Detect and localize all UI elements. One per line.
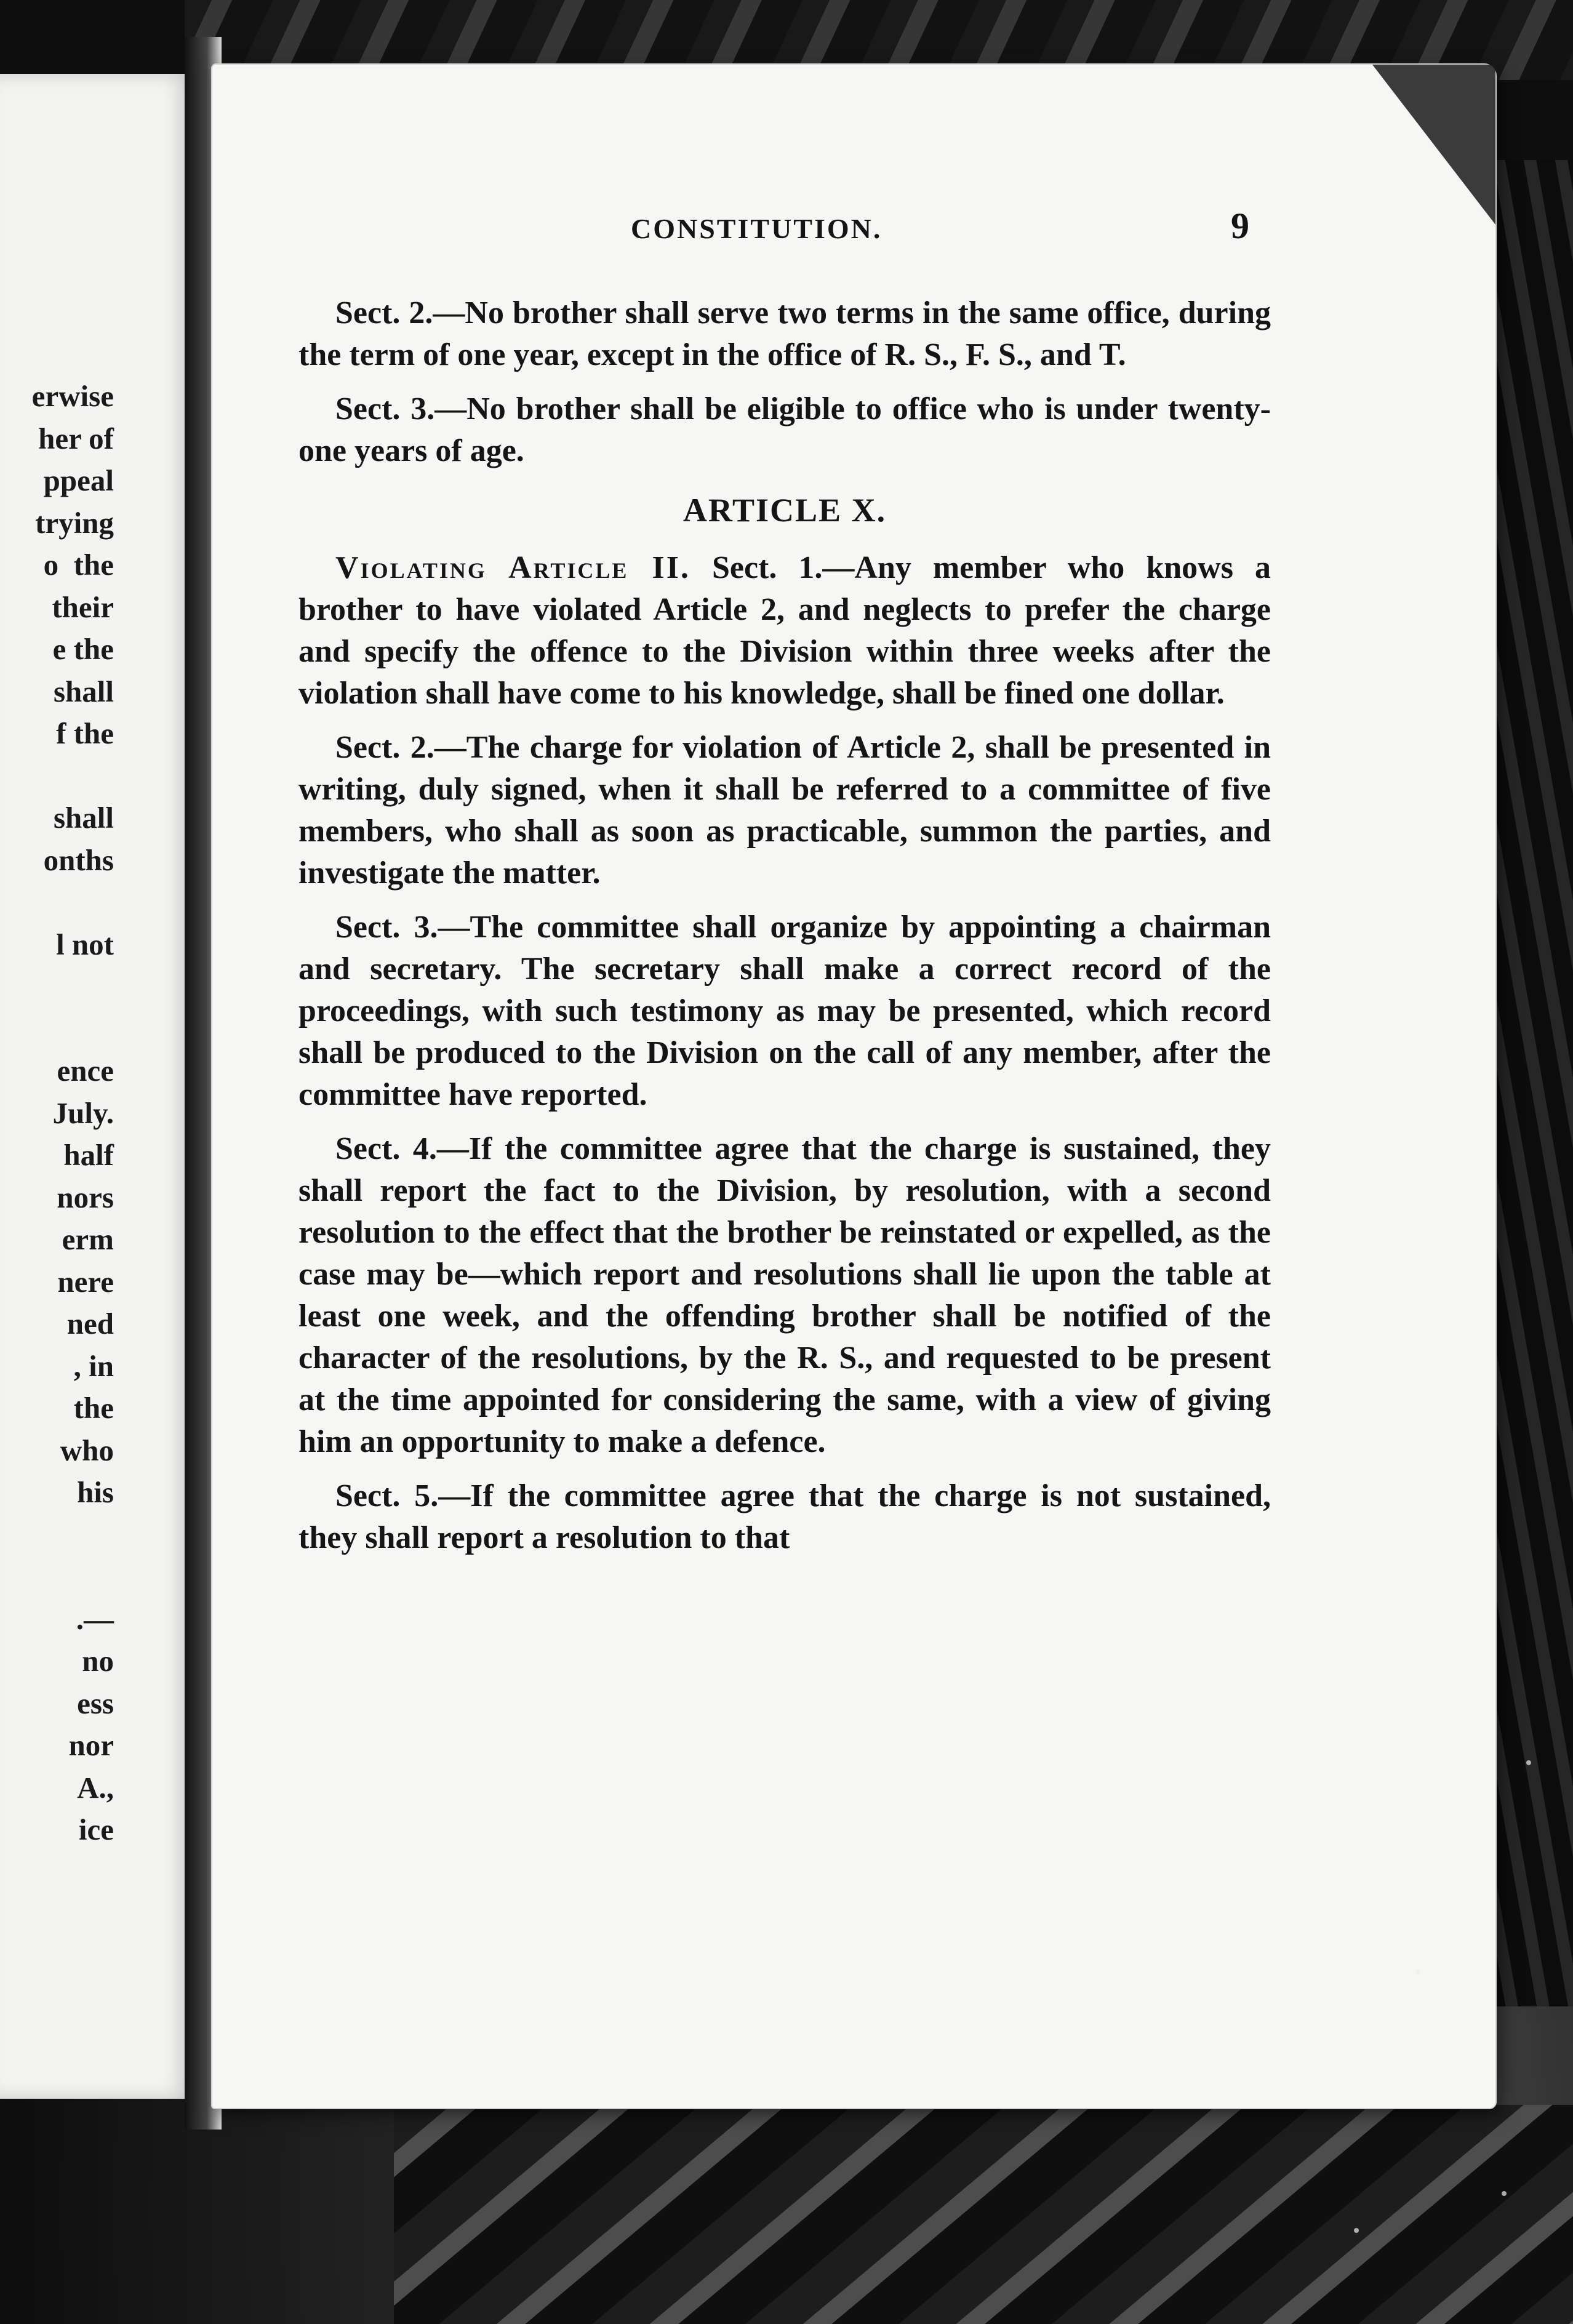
left-page-fragment: .— xyxy=(76,1601,114,1636)
left-page-fragment: o the xyxy=(43,548,114,582)
paragraph-article-sect-4: Sect. 4.—If the committee agree that the charge is sustained, they shall report the fact to the Division, by resolution, with a second resolution to the effect that the brother be reinstated or expelled, as the case may be—which report and resolutions shall lie upon the table at least one week, and the offending brother shall be notified of the character of the resolutions, by the R. S., and requested to be present at the time appointed for considering the same, with a view of giving him an opportunity to make a defence. xyxy=(298,1131,1271,1459)
left-page-fragment: ess xyxy=(77,1686,114,1720)
left-page-fragment: the xyxy=(73,1391,114,1425)
left-page-fragment xyxy=(0,966,114,1008)
paragraph-article-sect-1 xyxy=(298,547,1271,715)
paragraph-article-sect-2: Sect. 2.—The charge for violation of Article 2, shall be presented in writing, duly signed, when it shall be referred to a committee of five members, who shall as soon as practicable, summon the parties, and investigate the matter. xyxy=(298,730,1271,891)
left-page-fragment: shall xyxy=(53,801,114,835)
left-page-fragment: his xyxy=(77,1475,114,1509)
left-page-fragment: ppeal xyxy=(43,463,114,497)
left-page-fragment: trying xyxy=(35,505,114,540)
right-page xyxy=(212,65,1495,2108)
article-sect-1-text: Sect. 1.—Any member who knows a brother to have violated Article 2, and neglects to prefer the charge and specify the offence to the Division within three weeks after the violation shall have come to his knowledge, shall be fined one dollar. xyxy=(298,550,1271,711)
left-page-fragment: half xyxy=(63,1138,114,1172)
left-page-fragment xyxy=(0,755,114,798)
paragraph-sect-2: Sect. 2.—No brother shall serve two terms in the same office, during the term of one year, except in the office of R. S., F. S., and T. xyxy=(298,295,1271,372)
running-title: CONSTITUTION. xyxy=(631,213,883,244)
left-page-fragment: her of xyxy=(38,421,114,455)
dust-speck xyxy=(1502,2191,1507,2196)
article-caption: Violating Article II. xyxy=(335,550,690,585)
page-body xyxy=(298,292,1271,1571)
page-header xyxy=(212,206,1495,262)
left-page-fragment: no xyxy=(82,1644,114,1678)
dust-speck xyxy=(1415,1969,1420,1974)
left-page-fragment: ice xyxy=(78,1813,114,1846)
paragraph-article-sect-3: Sect. 3.—The committee shall organize by appointing a chairman and secretary. The secretary shall make a correct record of the proceedings, with such testimony as may be presented, which record shall be produced to the Division on the call of any member, after the committee have reported. xyxy=(298,910,1271,1112)
left-page-fragment: ned xyxy=(66,1307,114,1340)
left-page-fragment: onths xyxy=(43,843,114,877)
left-page-fragment: erm xyxy=(62,1222,114,1256)
left-page-fragment xyxy=(0,1514,114,1557)
left-page-fragment: nors xyxy=(57,1180,114,1214)
left-page-fragment: shall xyxy=(53,674,114,708)
background-texture-bottom xyxy=(394,2105,1573,2324)
left-page-fragment xyxy=(0,881,114,924)
folded-page-corner xyxy=(1372,65,1495,225)
article-heading: ARTICLE X. xyxy=(682,492,887,529)
dust-speck xyxy=(1526,1760,1531,1765)
left-page-fragment: f the xyxy=(56,716,114,750)
left-page-fragment: , in xyxy=(73,1348,114,1383)
left-page-fragment xyxy=(0,1556,114,1598)
dust-speck xyxy=(1354,2228,1359,2233)
left-page-fragment: their xyxy=(52,590,114,624)
page-number: 9 xyxy=(1231,206,1249,246)
left-page-text-fragments xyxy=(0,375,114,1851)
left-page-fragment: ence xyxy=(57,1054,114,1088)
left-page-fragment: e the xyxy=(52,632,114,666)
left-page-fragment: who xyxy=(60,1433,114,1467)
left-page-fragment: l not xyxy=(56,927,114,961)
background-texture-right xyxy=(1487,160,1573,2006)
paragraph-article-sect-5: Sect. 5.—If the committee agree that the charge is not sustained, they shall report a resolution to that xyxy=(298,1478,1271,1555)
left-page-fragment: July. xyxy=(52,1096,114,1130)
left-page-fragment xyxy=(0,1008,114,1051)
left-page-fragment: erwise xyxy=(31,379,114,413)
left-page-fragment: A., xyxy=(77,1770,114,1805)
paragraph-sect-3: Sect. 3.—No brother shall be eligible to office who is under twenty-one years of age. xyxy=(298,391,1271,468)
left-page xyxy=(0,74,194,2099)
left-page-fragment: nere xyxy=(57,1264,114,1299)
left-page-fragment: nor xyxy=(68,1728,114,1762)
